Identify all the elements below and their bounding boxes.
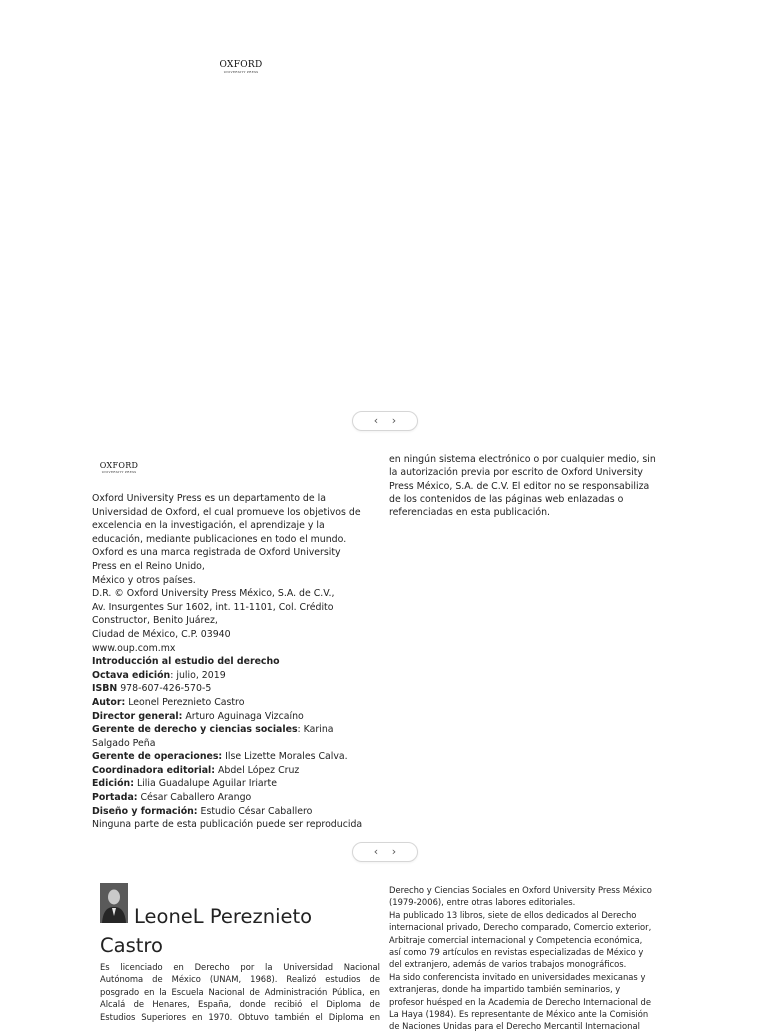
bio-line: de Naciones Unidas para el Derecho Mercantil Internacional xyxy=(389,1021,640,1032)
bio-line: Estudios Superiores en 1970. Obtuvo también el Diploma en xyxy=(100,1011,380,1022)
logo-wordmark: OXFORD xyxy=(219,60,263,70)
bio-line: Derecho y Ciencias Sociales en Oxford University Press México xyxy=(389,885,652,895)
logo-subtitle: UNIVERSITY PRESS xyxy=(101,470,137,474)
credits-right-column xyxy=(389,453,689,519)
book-title xyxy=(92,655,382,669)
edition-value: : julio, 2019 xyxy=(170,669,226,681)
edition-label: Octava edición xyxy=(92,669,171,681)
portada-line xyxy=(92,791,382,805)
portada-value: César Caballero Arango xyxy=(137,792,252,804)
author-line xyxy=(92,696,382,710)
credit-line: Constructor, Benito Juárez, xyxy=(92,615,218,627)
edicion-line xyxy=(92,777,382,791)
credits-column xyxy=(92,492,382,840)
bio-line: así como 79 artículos en revistas especializadas de México y xyxy=(389,947,644,958)
credit-line: educación, mediante publicaciones en todo el mundo. xyxy=(92,533,347,545)
edition-line xyxy=(92,669,382,683)
portada-label: Portada: xyxy=(92,792,138,804)
credit-line: Oxford es una marca registrada de Oxford University xyxy=(92,547,341,559)
director-line xyxy=(92,710,382,724)
credit-line: Oxford University Press es un departamento de la xyxy=(92,493,326,504)
bio-line: extranjeras, donde ha impartido también seminarios, y xyxy=(389,984,621,995)
bio-line: posgrado en la Escuela Nacional de Administración Pública, en xyxy=(100,986,380,997)
rights-text-line: referenciadas en esta publicación. xyxy=(389,507,551,519)
credit-line: México y otros países. xyxy=(92,574,196,586)
page-navigator xyxy=(352,842,418,862)
rights-text-line: de los contenidos de las páginas web enlazadas o xyxy=(389,493,624,505)
oxford-logo-credits xyxy=(96,462,142,474)
bio-line: profesor huésped en la Academia de Derecho Internacional de xyxy=(389,996,652,1007)
rights-text-line: la autorización previa por escrito de Oxford University xyxy=(389,467,643,479)
diseno-label: Diseño y formación: xyxy=(92,805,198,817)
author-photo-icon xyxy=(100,883,128,923)
credit-line: Press en el Reino Unido, xyxy=(92,560,205,572)
bio-line: Es licenciado en Derecho por la Universidad Nacional xyxy=(100,962,380,972)
credit-line: Av. Insurgentes Sur 1602, int. 11-1101, Col. Crédito xyxy=(92,601,334,613)
credit-line: Ciudad de México, C.P. 03940 xyxy=(92,628,231,640)
ops-value: Ilse Lizette Morales Calva. xyxy=(222,751,348,763)
bio-line: Arbitraje comercial internacional y Competencia económica, xyxy=(389,934,643,945)
coord-value: Abdel López Cruz xyxy=(215,764,300,776)
bio-line: Autónoma de México (UNAM, 1968). Realizó estudios de xyxy=(100,974,380,985)
director-label: Director general: xyxy=(92,710,183,722)
diseno-line xyxy=(92,805,382,819)
bio-line: Alcalá de Henares, España, donde recibió el Diploma de xyxy=(100,999,380,1010)
bio-line: (1979-2006), entre otras labores editoriales. xyxy=(389,897,576,908)
author-name-cont: Castro xyxy=(100,934,163,957)
gerente-line-cont: Salgado Peña xyxy=(92,737,156,749)
ops-label: Gerente de operaciones: xyxy=(92,751,223,763)
credit-line: excelencia en la investigación, el aprendizaje y la xyxy=(92,520,325,532)
bio-right-column xyxy=(389,884,669,1032)
next-page-button[interactable]: › xyxy=(391,845,397,858)
rights-text-line: en ningún sistema electrónico o por cualquier medio, sin xyxy=(389,454,656,465)
coord-label: Coordinadora editorial: xyxy=(92,764,216,776)
edicion-label: Edición: xyxy=(92,778,134,790)
author-portrait xyxy=(100,883,128,923)
credit-line: Universidad de Oxford, el cual promueve los objetivos de xyxy=(92,506,361,518)
gerente-label: Gerente de derecho y ciencias sociales xyxy=(92,724,298,736)
author-label: Autor: xyxy=(92,696,126,708)
isbn-label: ISBN xyxy=(92,683,118,695)
bio-line: del extranjero, además de varios trabajos monográficos. xyxy=(389,959,627,970)
director-value: Arturo Aguinaga Vizcaíno xyxy=(182,710,304,722)
diseno-value: Estudio César Caballero xyxy=(197,805,313,817)
bio-left-column xyxy=(100,961,380,1023)
website-link[interactable]: www.oup.com.mx xyxy=(92,642,176,654)
prev-page-button[interactable]: ‹ xyxy=(373,845,379,858)
bio-line: Ha sido conferencista invitado en universidades mexicanas y xyxy=(389,971,646,982)
gerente-line xyxy=(92,723,382,737)
gerente-value: : Karina xyxy=(297,724,334,736)
rights-text-line: Press México, S.A. de C.V. El editor no se responsabiliza xyxy=(389,480,650,492)
logo-wordmark: OXFORD xyxy=(99,461,139,470)
author-name: LeoneL Pereznieto xyxy=(134,905,313,928)
page-navigator xyxy=(352,411,418,431)
edicion-value: Lilia Guadalupe Aguilar Iriarte xyxy=(133,778,277,790)
isbn-line xyxy=(92,682,382,696)
next-page-button[interactable]: › xyxy=(391,414,397,427)
rights-line: Ninguna parte de esta publicación puede ser reproducida xyxy=(92,819,363,831)
bio-line: Ha publicado 13 libros, siete de ellos dedicados al Derecho xyxy=(389,909,637,920)
coord-line xyxy=(92,764,382,778)
book-title-text: Introducción al estudio del derecho xyxy=(92,656,280,668)
author-value: Leonel Pereznieto Castro xyxy=(125,696,245,708)
prev-page-button[interactable]: ‹ xyxy=(373,414,379,427)
bio-line: internacional privado, Derecho comparado, Comercio exterior, xyxy=(389,922,652,933)
bio-line: La Haya (1984). Es representante de México ante la Comisión xyxy=(389,1009,649,1020)
isbn-value: 978-607-426-570-5 xyxy=(117,683,212,695)
logo-subtitle: UNIVERSITY PRESS xyxy=(223,70,259,74)
ops-line xyxy=(92,750,382,764)
oxford-logo-top xyxy=(214,61,268,74)
credit-line: D.R. © Oxford University Press México, S.A. de C.V., xyxy=(92,588,335,600)
